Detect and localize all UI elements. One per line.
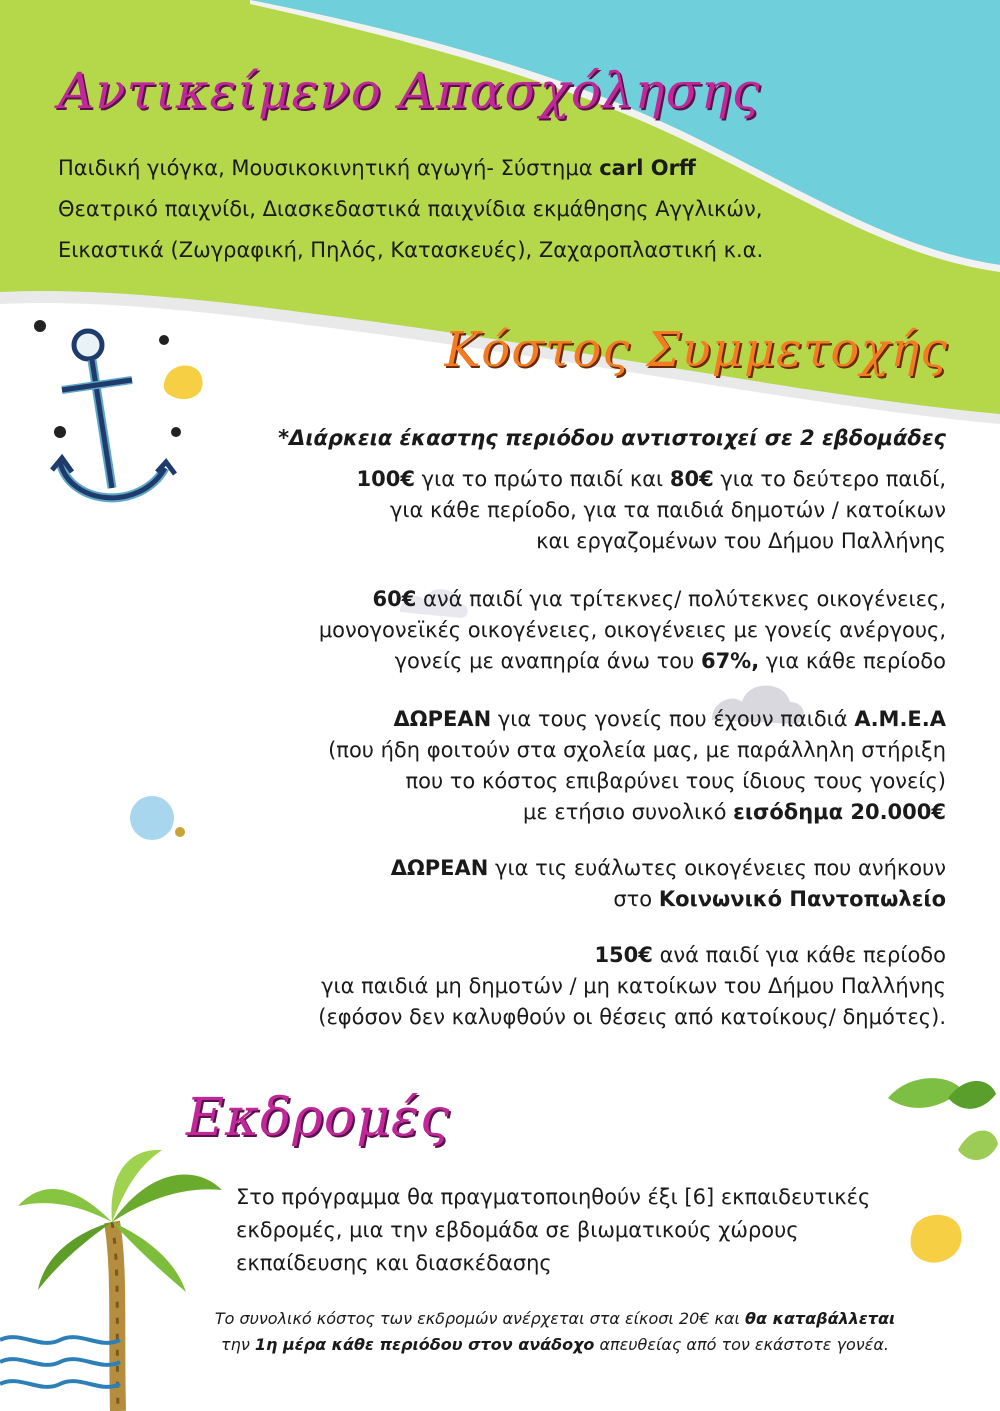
trips-text: Στο πρόγραμμα θα πραγματοποιηθούν έξι [6] εκπαιδευτικές εκδρομές, μια την εβδομάδα σε βιωματικούς χώρους εκπαίδευσης και διασκέδασης <box>236 1185 871 1275</box>
price-first-child: 100€ <box>356 467 415 491</box>
activities-title: Αντικείμενο Απασχόλησης <box>58 62 761 120</box>
yellow-blob <box>164 365 203 399</box>
carl-orff: carl Orff <box>599 156 696 180</box>
wave-icon <box>0 1337 120 1387</box>
cost-block-amea: ΔΩΡΕΑΝ για τους γονείς που έχουν παιδιά Α.Μ.Ε.Α (που ήδη φοιτούν στα σχολεία μας, με παράλληλη στήριξη που το κόστος επιβαρύνει τους ίδιους τους γονείς) με ετήσιο συνολικό εισόδημα 20.000€ <box>328 707 946 824</box>
activities-line <box>58 148 763 189</box>
free-label: ΔΩΡΕΑΝ <box>393 707 492 731</box>
cost-block-non-residents: 150€ ανά παιδί για κάθε περίοδο για παιδιά μη δημοτών / μη κατοίκων του Δήμου Παλλήνης (εφόσον δεν καλυφθούν οι θέσεις από κατοίκους/ δημότες). <box>318 943 946 1029</box>
palm-tree-icon <box>18 1150 222 1411</box>
duration-note: *Διάρκεια έκαστης περιόδου αντιστοιχεί σε 2 εβδομάδες <box>278 426 946 450</box>
activities-line: Θεατρικό παιχνίδι, Διασκεδαστικά παιχνίδια εκμάθησης Αγγλικών, <box>58 197 763 221</box>
cost-block-vulnerable: ΔΩΡΕΑΝ για τις ευάλωτες οικογένειες που ανήκουν στο Κοινωνικό Παντοπωλείο <box>390 856 946 911</box>
price-non-residents: 150€ <box>594 943 653 967</box>
blue-dot <box>130 796 174 840</box>
price-second-child: 80€ <box>669 467 714 491</box>
price-large-families: 60€ <box>372 587 417 611</box>
trips-title: Εκδρομές <box>186 1088 451 1148</box>
activities-line: Εικαστικά (Ζωγραφική, Πηλός, Κατασκευές), Ζαχαροπλαστική κ.α. <box>58 238 764 262</box>
trips-footnote: Το συνολικό κόστος των εκδρομών ανέρχεται στα είκοσι 20€ και θα καταβάλλεται την 1η μέρα κάθε περιόδου στον ανάδοχο απευθείας από τον εκάστοτε γονέα. <box>214 1309 896 1354</box>
cost-block-large-families: 60€ ανά παιδί για τρίτεκνες/ πολύτεκνες οικογένειες, μονογονεϊκές οικογένειες, οικογένειες με γονείς ανέργους, γονείς με αναπηρία άνω του 67%, για κάθε περίοδο <box>318 587 946 673</box>
activities-line1-text: Παιδική γιόγκα, Μουσικοκινητική αγωγή- Σύστημα <box>58 156 600 180</box>
anchor-icon <box>52 331 175 498</box>
cost-title: Κόστος Συμμετοχής <box>444 322 948 378</box>
leaves-icon <box>888 1078 998 1160</box>
activities-text <box>58 148 763 271</box>
cost-block-residents: 100€ για το πρώτο παιδί και 80€ για το δεύτερο παιδί, για κάθε περίοδο, για τα παιδιά δημοτών / κατοίκων και εργαζομένων του Δήμου Παλλήνης <box>356 467 946 553</box>
free-label: ΔΩΡΕΑΝ <box>390 856 489 880</box>
